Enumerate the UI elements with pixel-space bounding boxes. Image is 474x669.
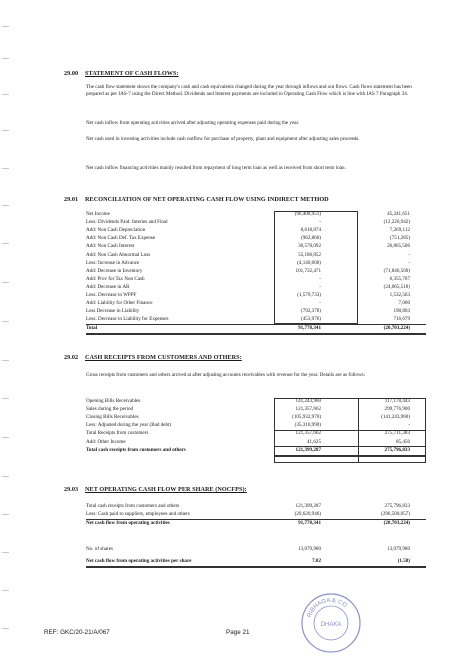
binding-margin: [0, 0, 14, 669]
table-row: Add: Non Cash Def. Tax Expense (962,860) (751,285): [86, 235, 410, 242]
table-row: Less: Dividends Paid: Interies and Final - (12,226,942): [86, 219, 410, 226]
section-title-29-03: 29.03 NET OPERATING CASH FLOW PER SHARE (NOCFPS):: [64, 486, 247, 493]
reconciliation-table: [86, 211, 426, 339]
table-row: Less: Adjusted during the year (Bad debt) (35,310,990) -: [86, 422, 410, 429]
stamp-city-text: DHAKA: [320, 622, 342, 628]
paragraph-receipts-intro: Gross receipts from customers and others arrived at after adjusting accounts receivables with revenue for the year. Details are as follows:: [86, 372, 366, 378]
double-underline: [274, 455, 426, 457]
section-title-29-01: 29.01 RECONCILIATION OF NET OPERATING CASH FLOW USING INDIRECT METHOD: [64, 196, 329, 203]
table-row: Less: Increase in Advance (4,140,000) -: [86, 259, 410, 266]
table-row: Add: Non Cash Abnormal Loss 55,186,852 -: [86, 251, 410, 258]
firm-seal-stamp: [300, 592, 362, 654]
table-row: Add: Liability for Other Finance - 7,000: [86, 300, 410, 307]
reference-number: REF: GKC/20-21/A/067: [44, 629, 110, 636]
nocfps-table: [86, 503, 426, 613]
table-row: Total Receipts from customers 121,357,662 275,711,383: [86, 430, 410, 437]
table-row: Less: Decrease in WPPF (1,579,733) 1,532,563: [86, 292, 410, 298]
per-share-row: Net cash flow from operating activities per share 7.02 (1.58): [86, 558, 410, 564]
shares-row: No. of shares 13,079,980 13,079,980: [86, 546, 410, 552]
table-row: Less: Decrease in Liability for Expenses (453,976) 716,679: [86, 316, 410, 323]
double-underline: [86, 333, 426, 335]
page-number: Page 21: [226, 629, 250, 636]
section-title-29-02: 29.02 CASH RECEIPTS FROM CUSTOMERS AND OTHERS:: [64, 354, 242, 361]
table-row: Add: Decrease in Inventory 101,732,471 (71,846,560): [86, 267, 410, 274]
paragraph-investing: Net cash used in investing activities include cash outflow for purchase of property, plant and equipment after adjusting sales proceeds.: [86, 136, 360, 142]
table-row: Closing Bills Receivables (105,932,970) (141,243,960): [86, 414, 410, 421]
section-title-29-00: 29.00 STATEMENT OF CASH FLOWS:: [64, 70, 179, 77]
total-row: Total 91,778,341 (20,703,224): [86, 324, 410, 331]
table-row: Sales during the period 121,357,662 299,776,900: [86, 406, 410, 413]
table-row: Total cash receipts from customers and others 121,399,287 275,796,833: [86, 503, 410, 509]
table-row: Less: Cash paid to suppliers, employees and others (29,620,946) (296,500,057): [86, 511, 410, 518]
table-row: Add: Non Cash Depreciation 8,618,874 7,269,112: [86, 227, 410, 234]
table-row: Add: Prov for Tax Non Cash - 6,355,767: [86, 275, 410, 282]
net-cash-flow-row: Net cash flow from operating activities 91,778,341 (20,703,224): [86, 520, 410, 527]
table-row: Less Decrease in Liability (792,378) 198,803: [86, 308, 410, 315]
table-row: Add: Non Cash Interest 30,578,092 26,865,506: [86, 243, 410, 250]
table-row: Opening Bills Receivables 141,243,960 117,178,443: [86, 398, 410, 404]
paragraph-operating: Net cash inflow from operating activities arrived after adjusting operating expenses paid during the year.: [86, 120, 300, 126]
double-underline: [86, 566, 426, 568]
receipts-table: [86, 398, 426, 468]
table-row: Add: Other Income 41,625 85,450: [86, 438, 410, 445]
total-row: Total cash receipts from customers and others 121,399,287 275,796,833: [86, 446, 410, 453]
table-row: Net Income (96,408,951) 45,241,651: [86, 211, 410, 217]
table-row: Add: Decrease in AR - (24,065,518): [86, 283, 410, 290]
stamp-arc-text: RIBHAGA & CO: [306, 597, 348, 619]
paragraph-cash-flow-basis: The cash flow statement shows the company's cash and cash equivalents changed during the year through inflows and out flows. Cash flows statement has been prepared as per IAS-7 using the Direct Method. Dividends and Interest payments are included in Operating Cash Flow which is line with IAS 7 Paragraph 34.: [86, 84, 412, 98]
paragraph-financing: Net cash inflow financing activities mainly resulted from repayment of long term loan as well as received from short term loan.: [86, 165, 346, 171]
